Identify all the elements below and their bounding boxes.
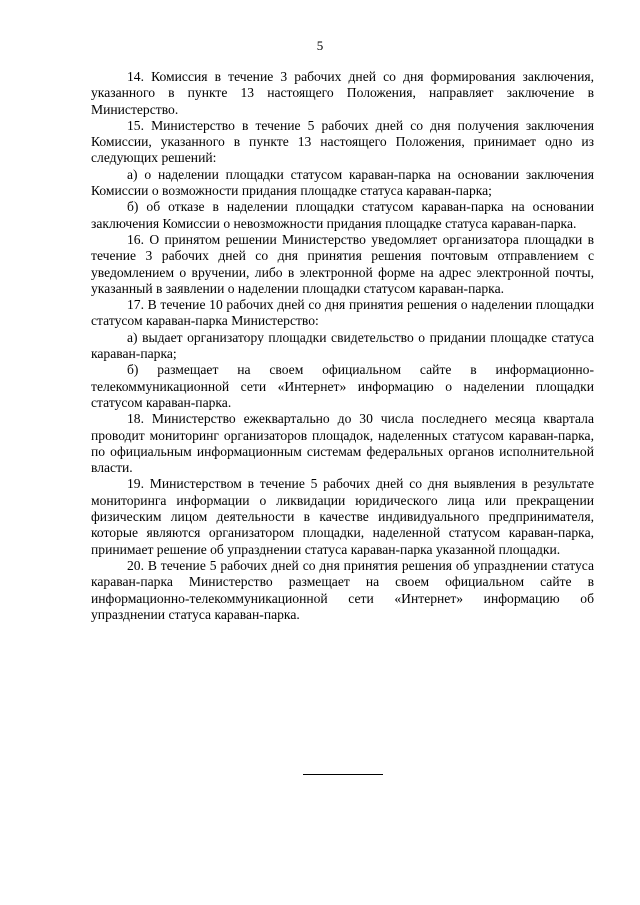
paragraph-20: 20. В течение 5 рабочих дней со дня принятия решения об упразднении статуса караван-парка Министерство размещает на своем официальном сайте в информационно-телекоммуникационной сети «Интернет» информацию об упразднении статуса караван-парка. [91, 557, 594, 622]
paragraph-17-b: б) размещает на своем официальном сайте в информационно-телекоммуникационной сети «Интернет» информацию о наделении площадки статусом караван-парка. [91, 362, 594, 410]
paragraph-17-a: а) выдает организатору площадки свидетельство о придании площадке статуса караван-парка; [91, 329, 594, 362]
page-number: 5 [316, 38, 324, 53]
paragraph-15-b: б) об отказе в наделении площадки статусом караван-парка на основании заключения Комиссии о невозможности придания площадке статуса караван-парка. [91, 199, 594, 231]
paragraph-19: 19. Министерством в течение 5 рабочих дней со дня выявления в результате мониторинга информации о ликвидации юридического лица или прекращении физическим лицом деятельности в качестве индивидуального предпринимателя, которые являются организатором площадки, наделенной статусом караван-парка, принимает решение об упразднении статуса караван-парка указанной площадки. [91, 476, 594, 557]
paragraph-15: 15. Министерство в течение 5 рабочих дней со дня получения заключения Комиссии, указанного в пункте 13 настоящего Положения, принимает одно из следующих решений: [91, 117, 594, 166]
paragraph-16: 16. О принятом решении Министерство уведомляет организатора площадки в течение 3 рабочих дней со дня принятия решения почтовым отправлением с уведомлением о вручении, либо в электронной форме на адрес электронной почты, указанный в заявлении о наделении площадки статусом караван-парка. [91, 231, 594, 296]
paragraph-17: 17. В течение 10 рабочих дней со дня принятия решения о наделении площадки статусом караван-парка Министерство: [91, 297, 594, 329]
end-separator-line [303, 774, 383, 775]
paragraph-14: 14. Комиссия в течение 3 рабочих дней со дня формирования заключения, указанного в пункте 13 настоящего Положения, направляет заключение в Министерство. [91, 69, 594, 117]
paragraph-15-a: а) о наделении площадки статусом караван-парка на основании заключения Комиссии о возможности придания площадке статуса караван-парка; [91, 166, 594, 199]
document-body [91, 69, 594, 623]
paragraph-18: 18. Министерство ежеквартально до 30 числа последнего месяца квартала проводит мониторинг организаторов площадок, наделенных статусом караван-парка, по официальным информационным системам федеральных органов исполнительной власти. [91, 411, 594, 476]
